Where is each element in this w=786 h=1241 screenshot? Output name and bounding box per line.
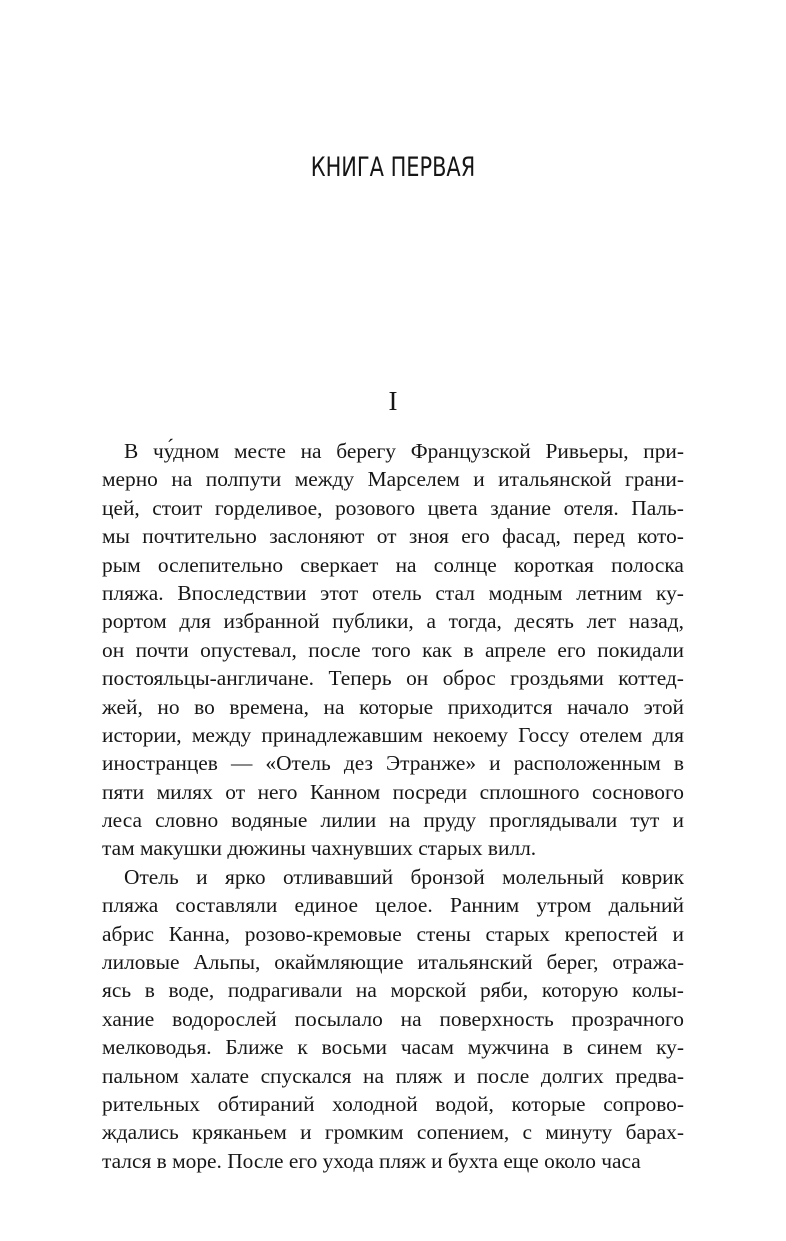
text-line: леса словно водяные лилии на пруду проглядывали тут и	[102, 808, 684, 833]
text-line: иностранцев — «Отель дез Этранже» и расположенным в	[102, 751, 684, 776]
book-title: КНИГА ПЕРВАЯ	[310, 152, 476, 183]
text-line: абрис Канна, розово-кремовые стены старых крепостей и	[102, 921, 684, 946]
text-line: лиловые Альпы, окаймляющие итальянский берег, отража-	[102, 950, 684, 975]
text-line: он почти опустевал, после того как в апреле его покидали	[102, 637, 684, 662]
chapter-text	[102, 437, 684, 1175]
text-line: хание водорослей посылало на поверхность прозрачного	[102, 1006, 684, 1031]
text-line: пляжа составляли единое целое. Ранним утром дальний	[102, 893, 684, 918]
text-line: пяти милях от него Канном посреди сплошного соснового	[102, 779, 684, 804]
text-line: жей, но во времена, на которые приходится начало этой	[102, 694, 684, 719]
text-line: рительных обтираний холодной водой, которые сопрово-	[102, 1091, 684, 1116]
text-line: ясь в воде, подрагивали на морской ряби, которую колы-	[102, 978, 684, 1003]
text-line: пляжа. Впоследствии этот отель стал модным летним ку-	[102, 580, 684, 605]
text-line: мерно на полпути между Марселем и итальянской грани-	[102, 467, 684, 492]
text-line: рым ослепительно сверкает на солнце короткая полоска	[102, 552, 684, 577]
text-line: пальном халате спускался на пляж и после долгих предва-	[102, 1063, 684, 1088]
chapter-number: I	[388, 386, 398, 416]
text-line: постояльцы-англичане. Теперь он оброс гроздьями коттед-	[102, 666, 684, 691]
text-line: мы почтительно заслоняют от зноя его фасад, перед кото-	[102, 524, 684, 549]
text-line: рортом для избранной публики, а тогда, десять лет назад,	[102, 609, 684, 634]
text-line: мелководья. Ближе к восьми часам мужчина в синем ку-	[102, 1035, 684, 1060]
text-line: там макушки дюжины чахнувших старых вилл.	[102, 836, 537, 861]
text-line: цей, стоит горделивое, розового цвета здание отеля. Паль-	[102, 495, 684, 520]
text-line: истории, между принадлежавшим некоему Госсу отелем для	[102, 722, 684, 747]
paragraph	[102, 863, 684, 1175]
text-line: тался в море. После его ухода пляж и бухта еще около часа	[102, 1148, 641, 1173]
paragraph	[102, 437, 684, 863]
text-line: ждались кряканьем и громким сопением, с минуту барах-	[102, 1120, 684, 1145]
text-line: Отель и ярко отливавший бронзой молельный коврик	[124, 864, 684, 889]
text-line: В чу́дном месте на берегу Французской Ривьеры, при-	[124, 439, 684, 463]
